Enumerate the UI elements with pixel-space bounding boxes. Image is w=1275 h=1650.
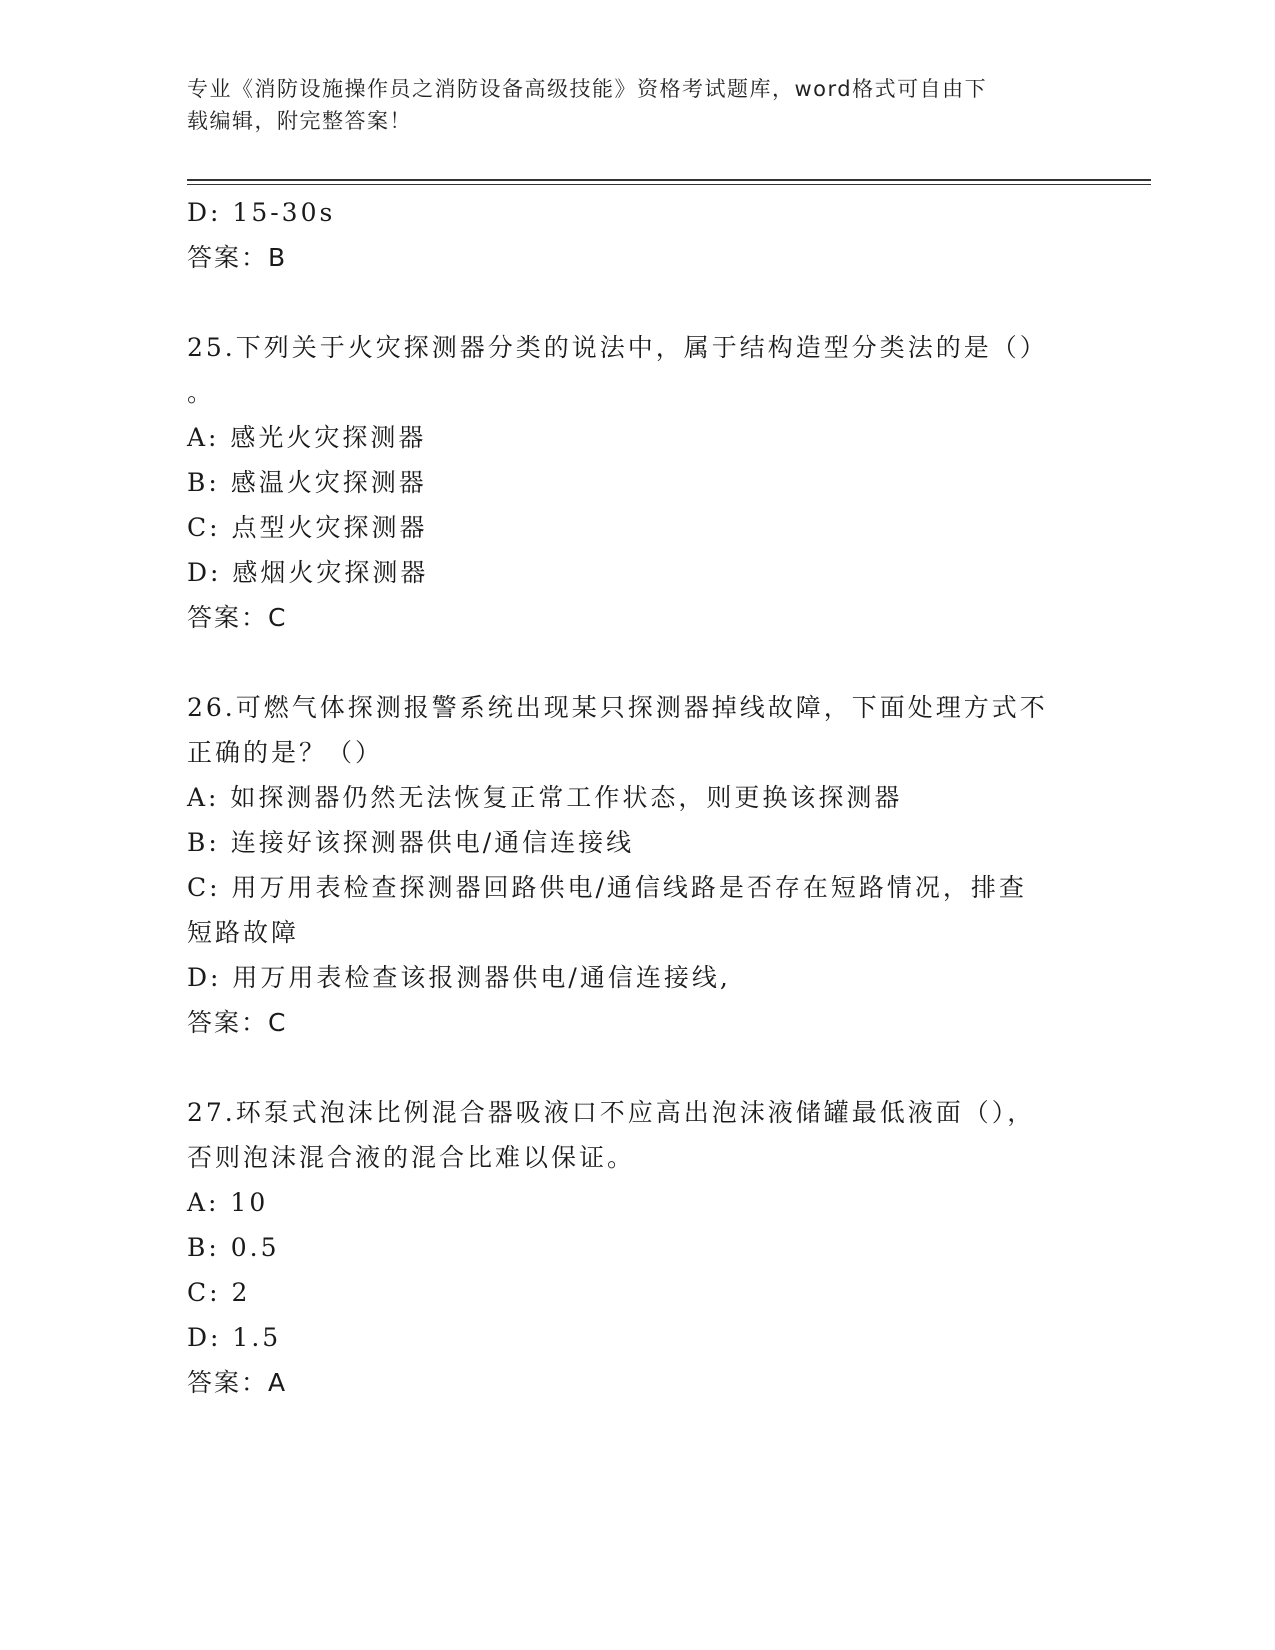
answer-line: 答案：C <box>187 1008 288 1037</box>
answer-line: 答案：B <box>187 243 288 272</box>
option-a: A: 10 <box>187 1188 269 1217</box>
spacer <box>187 640 1087 685</box>
option-c: C: 2 <box>187 1278 251 1307</box>
header-line-1: 专业《消防设施操作员之消防设备高级技能》资格考试题库，word格式可自由下 <box>187 77 988 101</box>
question-stem-continued: 。 <box>187 378 216 407</box>
option-c: C: 用万用表检查探测器回路供电/通信线路是否存在短路情况，排查 <box>187 873 1027 902</box>
question-stem: 25.下列关于火灾探测器分类的说法中，属于结构造型分类法的是（） <box>187 333 1048 362</box>
answer-line: 答案：C <box>187 603 288 632</box>
option-b: B: 0.5 <box>187 1233 280 1262</box>
question-stem: 27.环泵式泡沫比例混合器吸液口不应高出泡沫液储罐最低液面（）， <box>187 1098 1036 1127</box>
question-stem-continued: 正确的是？（） <box>187 738 384 767</box>
header-line-2: 载编辑，附完整答案！ <box>187 109 412 133</box>
question-stem: 26.可燃气体探测报警系统出现某只探测器掉线故障，下面处理方式不 <box>187 693 1048 722</box>
option-c-continued: 短路故障 <box>187 918 300 947</box>
question-26 <box>187 685 1087 1045</box>
option-b: B: 连接好该探测器供电/通信连接线 <box>187 828 635 857</box>
document-header <box>187 73 1067 137</box>
question-27 <box>187 1090 1087 1405</box>
option-b: B: 感温火灾探测器 <box>187 468 427 497</box>
question-stem-continued: 否则泡沫混合液的混合比难以保证。 <box>187 1143 636 1172</box>
header-rule-thin <box>187 184 1151 185</box>
spacer <box>187 280 1087 325</box>
option-c: C: 点型火灾探测器 <box>187 513 428 542</box>
option-a: A: 如探测器仍然无法恢复正常工作状态，则更换该探测器 <box>187 783 903 812</box>
option-d: D: 1.5 <box>187 1323 282 1352</box>
option-a: A: 感光火灾探测器 <box>187 423 427 452</box>
question-25 <box>187 325 1087 640</box>
header-rule-thick <box>187 179 1151 181</box>
option-d: D: 用万用表检查该报测器供电/通信连接线, <box>187 963 731 992</box>
option-d: D: 15-30s <box>187 198 336 227</box>
answer-line: 答案：A <box>187 1368 288 1397</box>
option-d: D: 感烟火灾探测器 <box>187 558 429 587</box>
question-content <box>187 190 1087 1405</box>
previous-question <box>187 190 1087 280</box>
spacer <box>187 1045 1087 1090</box>
